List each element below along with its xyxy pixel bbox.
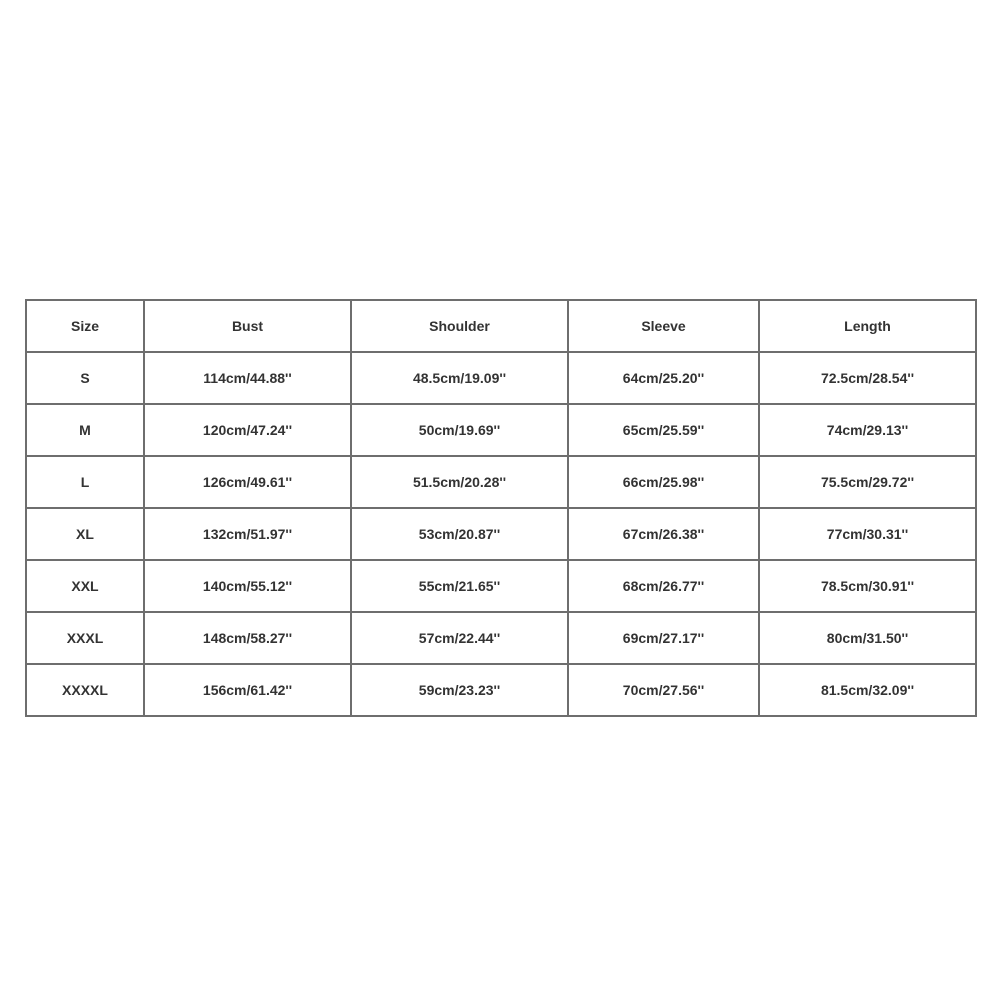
cell-size: M	[26, 404, 144, 456]
cell-shoulder: 50cm/19.69''	[351, 404, 568, 456]
cell-length: 80cm/31.50''	[759, 612, 976, 664]
table-row	[26, 404, 976, 456]
cell-shoulder: 55cm/21.65''	[351, 560, 568, 612]
table-row	[26, 508, 976, 560]
header-shoulder: Shoulder	[351, 300, 568, 352]
cell-sleeve: 69cm/27.17''	[568, 612, 759, 664]
header-size: Size	[26, 300, 144, 352]
cell-shoulder: 48.5cm/19.09''	[351, 352, 568, 404]
cell-sleeve: 65cm/25.59''	[568, 404, 759, 456]
cell-sleeve: 66cm/25.98''	[568, 456, 759, 508]
cell-length: 81.5cm/32.09''	[759, 664, 976, 716]
table-row	[26, 664, 976, 716]
cell-bust: 114cm/44.88''	[144, 352, 351, 404]
cell-shoulder: 53cm/20.87''	[351, 508, 568, 560]
table-row	[26, 612, 976, 664]
header-bust: Bust	[144, 300, 351, 352]
header-row	[26, 300, 976, 352]
cell-bust: 120cm/47.24''	[144, 404, 351, 456]
cell-length: 77cm/30.31''	[759, 508, 976, 560]
cell-size: XXXXL	[26, 664, 144, 716]
cell-shoulder: 57cm/22.44''	[351, 612, 568, 664]
cell-bust: 148cm/58.27''	[144, 612, 351, 664]
cell-bust: 132cm/51.97''	[144, 508, 351, 560]
table-row	[26, 456, 976, 508]
cell-sleeve: 70cm/27.56''	[568, 664, 759, 716]
header-length: Length	[759, 300, 976, 352]
cell-length: 72.5cm/28.54''	[759, 352, 976, 404]
cell-bust: 156cm/61.42''	[144, 664, 351, 716]
header-sleeve: Sleeve	[568, 300, 759, 352]
cell-size: XL	[26, 508, 144, 560]
cell-sleeve: 68cm/26.77''	[568, 560, 759, 612]
cell-bust: 140cm/55.12''	[144, 560, 351, 612]
cell-sleeve: 67cm/26.38''	[568, 508, 759, 560]
size-chart-table	[25, 299, 977, 717]
cell-bust: 126cm/49.61''	[144, 456, 351, 508]
cell-size: XXL	[26, 560, 144, 612]
cell-shoulder: 59cm/23.23''	[351, 664, 568, 716]
table-row	[26, 560, 976, 612]
cell-size: S	[26, 352, 144, 404]
table-row	[26, 352, 976, 404]
cell-shoulder: 51.5cm/20.28''	[351, 456, 568, 508]
cell-length: 74cm/29.13''	[759, 404, 976, 456]
cell-size: L	[26, 456, 144, 508]
cell-length: 75.5cm/29.72''	[759, 456, 976, 508]
cell-size: XXXL	[26, 612, 144, 664]
cell-sleeve: 64cm/25.20''	[568, 352, 759, 404]
cell-length: 78.5cm/30.91''	[759, 560, 976, 612]
